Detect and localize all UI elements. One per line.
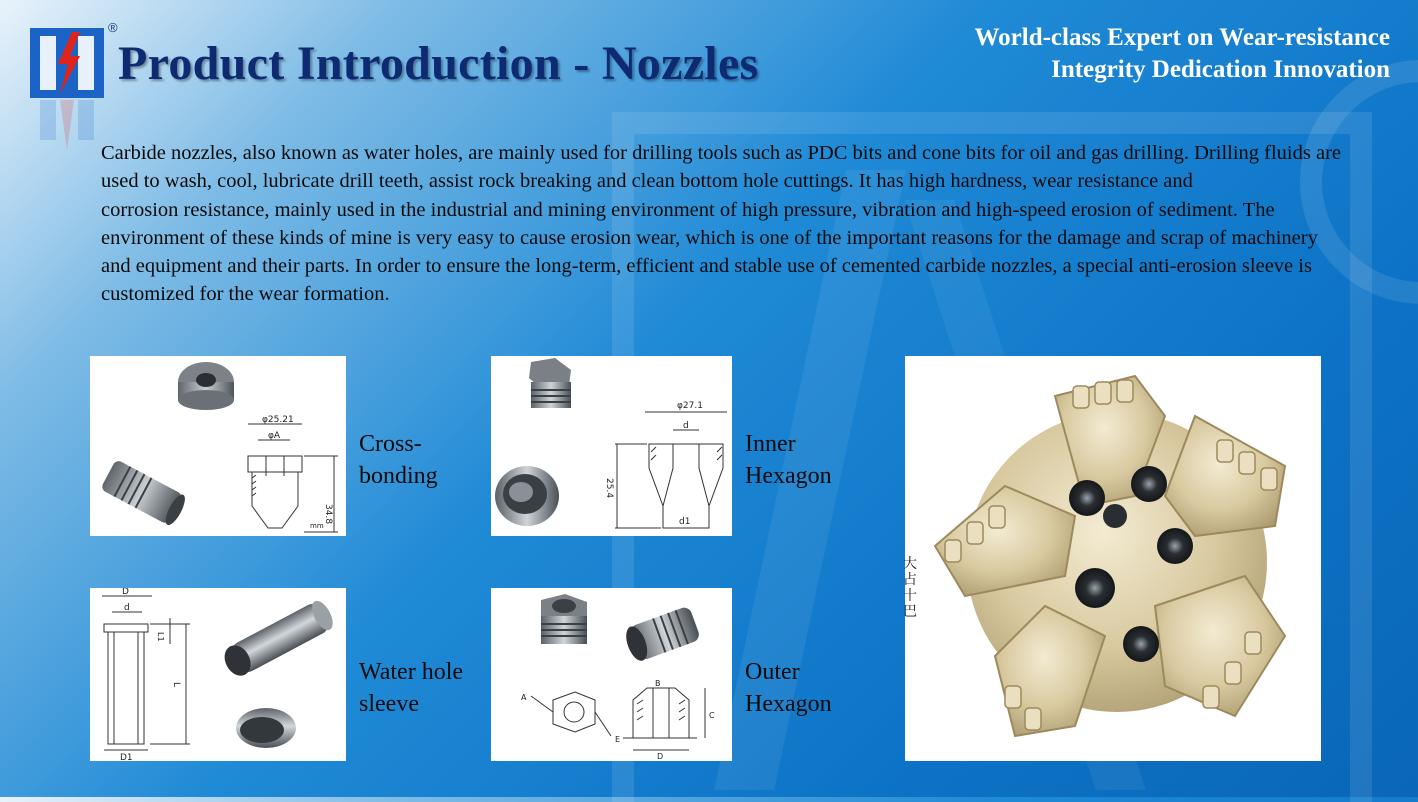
intro-paragraph-1: Carbide nozzles, also known as water holes, are mainly used for drilling tools such as PDC bits and cone bits for oil and gas drilling. Drilling fluids are used to wash, cool, lubricate drill teeth, assist rock breaking and clean bottom hole cuttings. It has high hardness, wear resistance and [101,142,1342,193]
outer-hexagon-label [745,656,832,720]
side-character: 十 [903,588,917,604]
sleeve-dim-length: L [171,682,181,688]
cross-bonding-dim-outer: φ25.21 [262,415,294,425]
outer-hexagon-label-line-1: Outer [745,659,800,685]
intro-text [101,139,1351,309]
side-character: 占 [903,572,917,588]
water-hole-sleeve-label-line-2: sleeve [359,691,419,717]
outer-hexagon-dim-e: E [615,735,621,744]
cross-bonding-label-line-2: bonding [359,463,438,489]
inner-hexagon-label-line-1: Inner [745,431,796,457]
inner-hexagon-label [745,428,832,492]
sleeve-dim-bottom: D1 [120,753,133,761]
inner-hexagon-dim-outer: φ27.1 [677,401,703,411]
intro-paragraph-2: corrosion resistance, mainly used in the industrial and mining environment of high pressure, vibration and high-speed erosion of sediment. The environment of these kinds of mine is very easy to cause erosion wear, which is one of the important reasons for the damage and scrap of machinery and equipment and their parts. In order to ensure the long-term, efficient and stable use of cemented carbide nozzles, a special anti-erosion sleeve is customized for the wear formation. [101,198,1318,306]
outer-hexagon-label-line-2: Hexagon [745,691,832,717]
registered-trademark: ® [108,20,118,35]
pdc-drill-bit-image [905,356,1321,761]
page-title: Product Introduction - Nozzles [118,37,759,90]
cross-bonding-image [90,356,346,536]
company-logo [30,28,104,98]
tagline-line-2: Integrity Dedication Innovation [1051,56,1390,83]
water-hole-sleeve-label [359,656,463,720]
inner-hexagon-image [491,356,732,536]
cross-bonding-dim-inner: φA [268,431,281,441]
inner-hexagon-dim-bottom: d1 [679,517,691,527]
sleeve-dim-inner: d [124,603,130,613]
cross-bonding-dim-unit: mm [310,522,324,530]
sleeve-dim-outer: D [122,588,129,597]
cross-bonding-dim-height: 34.8 [323,504,333,525]
cross-bonding-label-line-1: Cross- [359,431,422,457]
water-hole-sleeve-label-line-1: Water hole [359,659,464,685]
outer-hexagon-dim-a: A [521,693,527,702]
water-hole-sleeve-image [90,588,346,761]
inner-hexagon-dim-inner: d [683,421,689,431]
tagline-line-1: World-class Expert on Wear-resistance [974,24,1390,51]
side-character: 巴 [903,604,917,620]
side-characters [903,556,917,620]
sleeve-dim-top: L1 [156,632,165,642]
inner-hexagon-label-line-2: Hexagon [745,463,832,489]
outer-hexagon-dim-b: B [655,679,661,688]
outer-hexagon-dim-d: D [657,752,664,761]
inner-hexagon-dim-height: 25.4 [604,478,614,499]
side-character: 大 [903,556,917,572]
outer-hexagon-image [491,588,732,761]
logo-reflection [30,100,104,160]
company-tagline [975,22,1390,86]
outer-hexagon-dim-c: C [709,711,715,720]
cross-bonding-label [359,428,438,492]
